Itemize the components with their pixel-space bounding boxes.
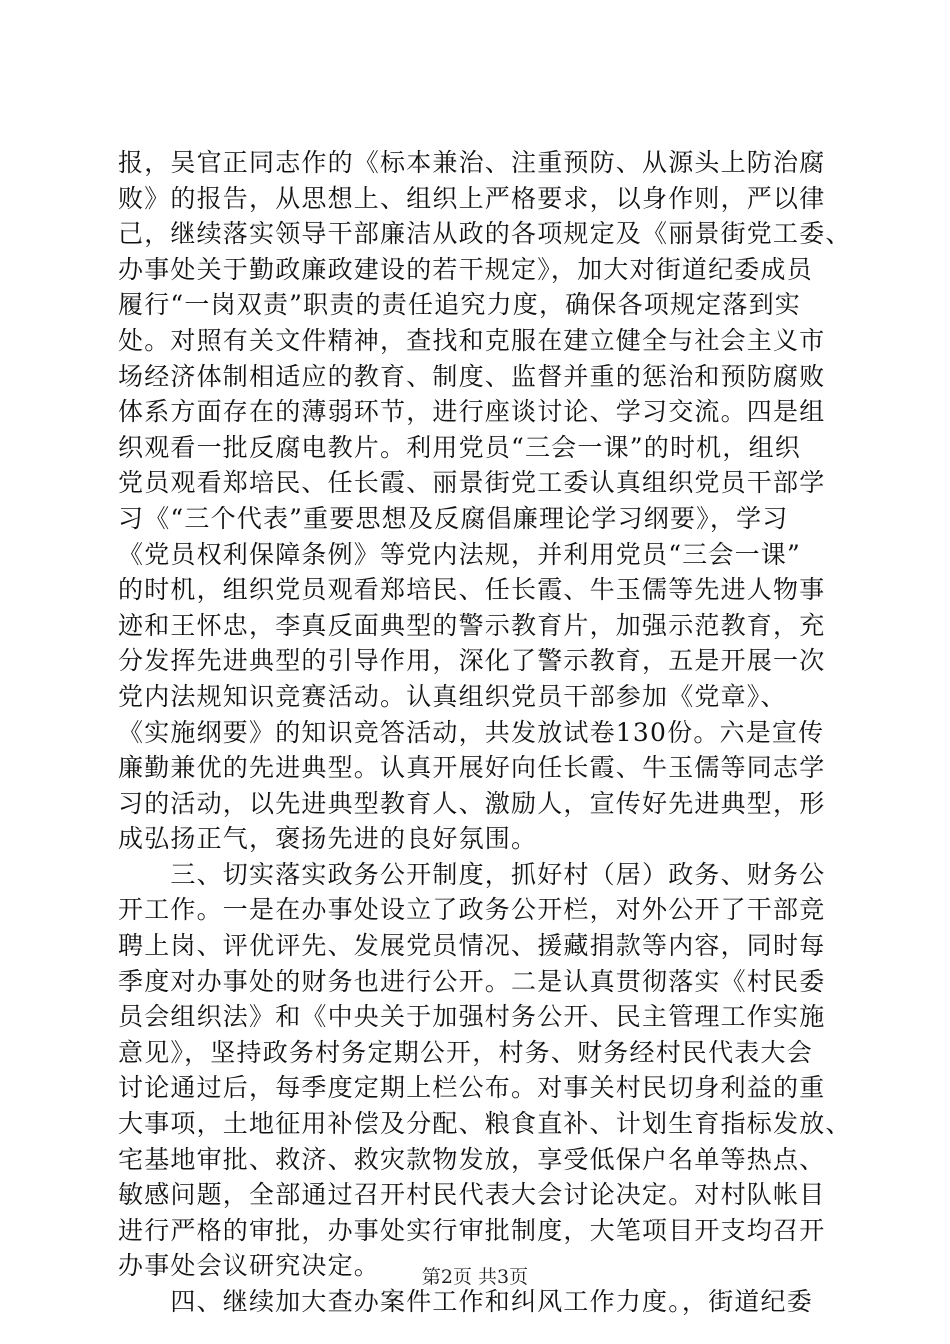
text-line: 的时机，组织党员观看郑培民、任长霞、牛玉儒等先进人物事 bbox=[118, 575, 826, 605]
text-line: 《党员权利保障条例》等党内法规，并利用党员“三会一课” bbox=[118, 539, 801, 569]
text-line: 三、切实落实政务公开制度，抓好村（居）政务、财务公 bbox=[118, 859, 826, 889]
text-line: 四、继续加大查办案件工作和纠风工作力度。，街道纪委 bbox=[118, 1287, 813, 1316]
text-line: 体系方面存在的薄弱环节，进行座谈讨论、学习交流。四是组 bbox=[118, 397, 826, 427]
text-line: 办事处会议研究决定。 bbox=[118, 1251, 381, 1281]
text-line: 办事处关于勤政廉政建设的若干规定》，加大对街道纪委成员 bbox=[118, 254, 813, 284]
text-line: 迹和王怀忠，李真反面典型的警示教育片，加强示范教育，充 bbox=[118, 610, 826, 640]
document-body bbox=[118, 145, 854, 1320]
text-line: 宅基地审批、救济、救灾款物发放，享受低保户名单等热点、 bbox=[118, 1144, 826, 1174]
text-line: 讨论通过后，每季度定期上栏公布。对事关村民切身利益的重 bbox=[118, 1073, 826, 1103]
text-line: 习的活动，以先进典型教育人、激励人，宣传好先进典型，形 bbox=[118, 788, 826, 818]
text-line: 习《“三个代表”重要思想及反腐倡廉理论学习纲要》，学习 bbox=[118, 503, 789, 533]
text-line: 己，继续落实领导干部廉洁从政的各项规定及《丽景街党工委、 bbox=[118, 219, 852, 249]
page-footer bbox=[0, 1262, 950, 1289]
page-number-label: 第2页 共3页 bbox=[421, 1266, 529, 1288]
text-line: 大事项，土地征用补偿及分配、粮食直补、计划生育指标发放、 bbox=[118, 1109, 852, 1139]
text-line: 分发挥先进典型的引导作用，深化了警示教育，五是开展一次 bbox=[118, 646, 826, 676]
text-line: 成弘扬正气，褒扬先进的良好氛围。 bbox=[118, 824, 538, 854]
text-line: 《实施纲要》的知识竞答活动，共发放试卷130份。六是宣传 bbox=[118, 717, 825, 747]
text-line: 聘上岗、评优评先、发展党员情况、援藏捐款等内容，同时每 bbox=[118, 931, 826, 961]
text-line: 党内法规知识竞赛活动。认真组织党员干部参加《党章》、 bbox=[118, 681, 787, 711]
text-line: 季度对办事处的财务也进行公开。二是认真贯彻落实《村民委 bbox=[118, 966, 826, 996]
text-line: 敏感问题，全部通过召开村民代表大会讨论决定。对村队帐目 bbox=[118, 1180, 826, 1210]
text-line: 报，吴官正同志作的《标本兼治、注重预防、从源头上防治腐 bbox=[118, 148, 826, 177]
text-line: 败》的报告，从思想上、组织上严格要求，以身作则，严以律 bbox=[118, 183, 826, 213]
text-line: 开工作。一是在办事处设立了政务公开栏，对外公开了干部竞 bbox=[118, 895, 826, 925]
text-line: 员会组织法》和《中央关于加强村务公开、民主管理工作实施 bbox=[118, 1002, 826, 1032]
text-line: 意见》，坚持政务村务定期公开，村务、财务经村民代表大会 bbox=[118, 1037, 813, 1067]
text-line: 党员观看郑培民、任长霞、丽景街党工委认真组织党员干部学 bbox=[118, 468, 826, 498]
text-line: 织观看一批反腐电教片。利用党员“三会一课”的时机，组织 bbox=[118, 432, 801, 462]
text-line: 廉勤兼优的先进典型。认真开展好向任长霞、牛玉儒等同志学 bbox=[118, 753, 826, 783]
text-line: 场经济体制相适应的教育、制度、监督并重的惩治和预防腐败 bbox=[118, 361, 826, 391]
text-line: 处。对照有关文件精神，查找和克服在建立健全与社会主义市 bbox=[118, 325, 826, 355]
text-line: 履行“一岗双责”职责的责任追究力度，确保各项规定落到实 bbox=[118, 290, 801, 320]
text-line: 进行严格的审批，办事处实行审批制度，大笔项目开支均召开 bbox=[118, 1215, 826, 1245]
